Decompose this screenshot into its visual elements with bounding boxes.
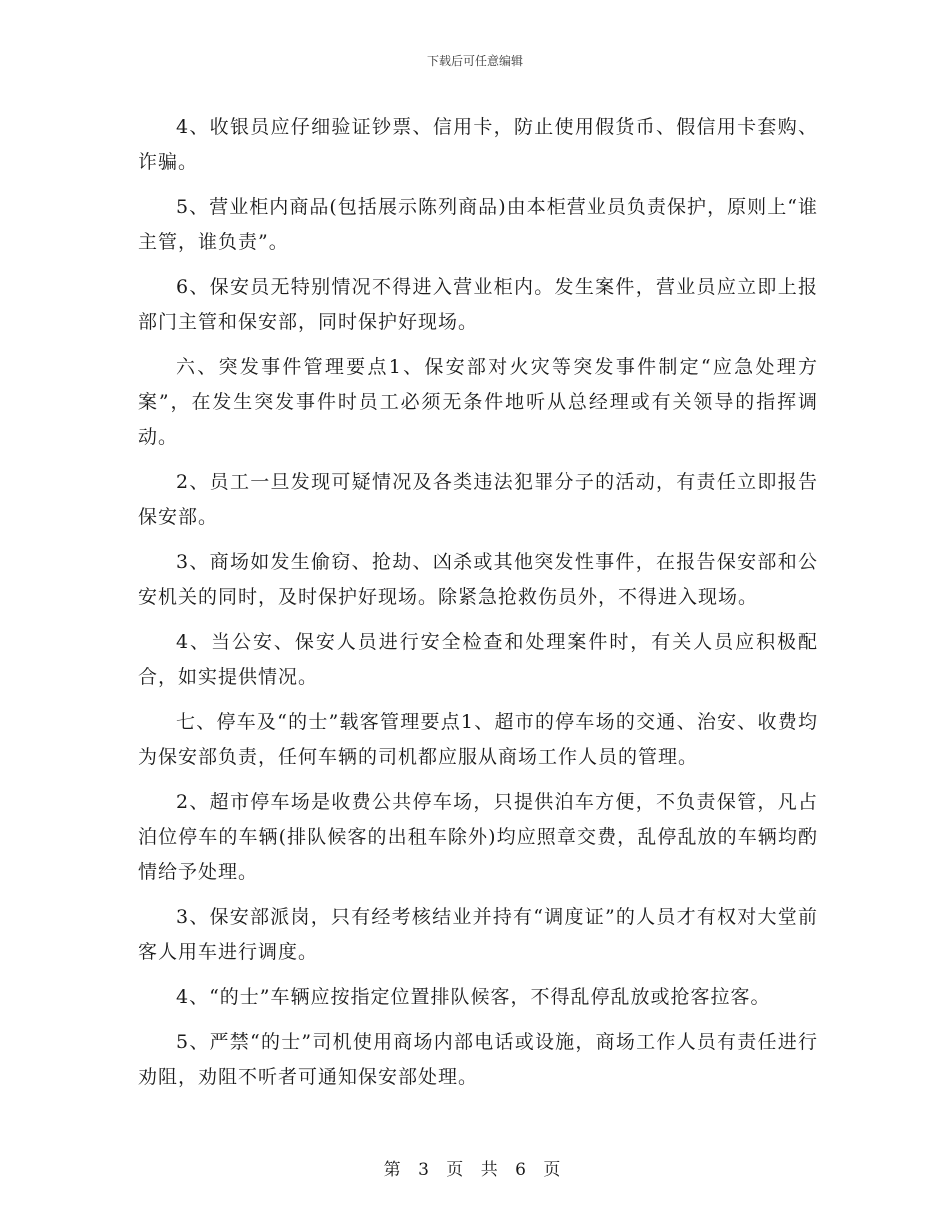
paragraph: 3、保安部派岗，只有经考核结业并持有“调度证”的人员才有权对大堂前客人用车进行调度。 [138,906,818,963]
paragraph: 2、超市停车场是收费公共停车场，只提供泊车方便，不负责保管，凡占泊位停车的车辆(排队候客的出租车除外)均应照章交费，乱停乱放的车辆均酌情给予处理。 [138,791,818,883]
paragraph: 2、员工一旦发现可疑情况及各类违法犯罪分子的活动，有责任立即报告保安部。 [138,471,818,528]
paragraph: 5、严禁“的士”司机使用商场内部电话或设施，商场工作人员有责任进行劝阻，劝阻不听者可通知保安部处理。 [138,1031,818,1088]
paragraph: 3、商场如发生偷窃、抢劫、凶杀或其他突发性事件，在报告保安部和公安机关的同时，及时保护好现场。除紧急抢救伤员外，不得进入现场。 [138,551,818,608]
paragraph: 4、“的士”车辆应按指定位置排队候客，不得乱停乱放或抢客拉客。 [176,986,771,1008]
paragraph: 5、营业柜内商品(包括展示陈列商品)由本柜营业员负责保护，原则上“谁主管，谁负责”。 [138,196,818,253]
paragraph: 4、收银员应仔细验证钞票、信用卡，防止使用假货币、假信用卡套购、诈骗。 [138,116,818,173]
page-header-note: 下载后可任意编辑 [426,54,523,68]
paragraph: 七、停车及“的士”载客管理要点1、超市的停车场的交通、治安、收费均为保安部负责，任何车辆的司机都应服从商场工作人员的管理。 [138,711,818,768]
paragraph: 6、保安员无特别情况不得进入营业柜内。发生案件，营业员应立即上报部门主管和保安部，同时保护好现场。 [138,276,818,333]
paragraph: 4、当公安、保安人员进行安全检查和处理案件时，有关人员应积极配合，如实提供情况。 [138,631,818,688]
page-number: 第 3 页 共 6 页 [383,1160,567,1180]
paragraph: 六、突发事件管理要点1、保安部对火灾等突发事件制定“应急处理方案”，在发生突发事件时员工必须无条件地听从总经理或有关领导的指挥调动。 [138,356,818,448]
document-body [138,110,818,1105]
